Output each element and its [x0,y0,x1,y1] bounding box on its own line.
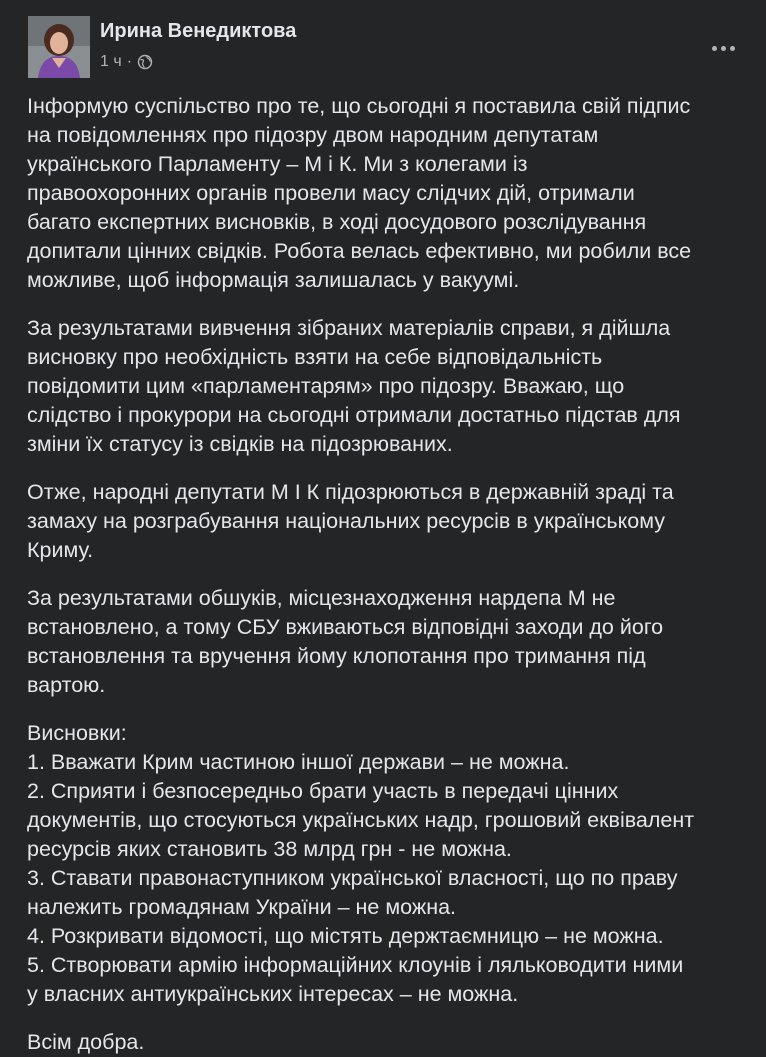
text-line: замаху на розграбування національних ресурсів в українському [27,509,665,533]
text-line: у власних антиукраїнських інтересах – не можна. [27,982,519,1006]
text-line: Інформую суспільство про те, що сьогодні я поставила свій підпис [27,94,691,118]
text-line: на повідомленнях про підозру двом народним депутатам [27,123,599,147]
text-line: встановлення та вручення йому клопотання про тримання під [27,644,646,668]
text-line: українського Парламенту – М і К. Ми з колегами із [27,152,528,176]
text-line: повідомити цим «парламентарям» про підозру. Вважаю, що [27,374,625,398]
meta-separator: · [126,53,133,70]
text-line: За результатами обшуків, місцезнаходження нардепа М не [27,586,616,610]
post-paragraph [27,478,753,565]
text-line: 1. Вважати Крим частиною іншої держави – не можна. [27,750,570,774]
text-line: 2. Сприяти і безпосередньо брати участь в передачі цінних [27,779,619,803]
post-header [25,16,745,82]
text-line: 5. Створювати армію інформаційних клоунів і ляльководити ними [27,953,684,977]
text-line: ресурсів яких становить 38 млрд грн - не можна. [27,837,512,861]
text-line: встановлено, а тому СБУ вживаються відповідні заходи до його [27,615,664,639]
more-options-icon[interactable] [703,36,743,60]
post-paragraph [27,719,753,1009]
text-line: допитали цінних свідків. Робота велась ефективно, ми робили все [27,239,692,263]
post-meta [100,52,153,72]
post-paragraph [27,1028,753,1057]
text-line: висновку про необхідність взяти на себе відповідальність [27,345,603,369]
text-line: Отже, народні депутати М І К підозрюються в державній зраді та [27,480,674,504]
post-timestamp[interactable]: 1 ч [100,53,122,70]
text-line: правоохоронних органів провели масу слідчих дій, отримали [27,181,635,205]
text-line: 4. Розкривати відомості, що містять держтаємницю – не можна. [27,924,664,948]
text-line: слідство і прокурори на сьогодні отримали достатньо підстав для [27,403,681,427]
author-name[interactable]: Ирина Венедиктова [100,20,297,42]
text-line: можливе, щоб інформація залишалась у вакуумі. [27,268,520,292]
text-line: багато експертних висновків, в ході досудового розслідування [27,210,647,234]
author-avatar[interactable] [28,16,90,78]
post-paragraph [27,584,753,700]
text-line: За результатами вивчення зібраних матеріалів справи, я дійшла [27,316,671,340]
avatar-photo [28,16,90,78]
text-line: документів, що стосуються українських надр, грошовий еквівалент [27,808,695,832]
text-line: належить громадянам України – не можна. [27,895,457,919]
post-paragraph [27,314,753,459]
text-line: зміни їх статусу із свідків на підозрюваних. [27,432,453,456]
text-line: Криму. [27,538,94,562]
text-line: вартою. [27,673,106,697]
text-line: 3. Ставати правонаступником української власності, що по праву [27,866,678,890]
text-line: Всім добра. [27,1030,145,1054]
text-line: Висновки: [27,721,127,745]
globe-icon[interactable] [137,54,153,70]
post-paragraph [27,92,753,295]
post-text [27,92,753,1057]
